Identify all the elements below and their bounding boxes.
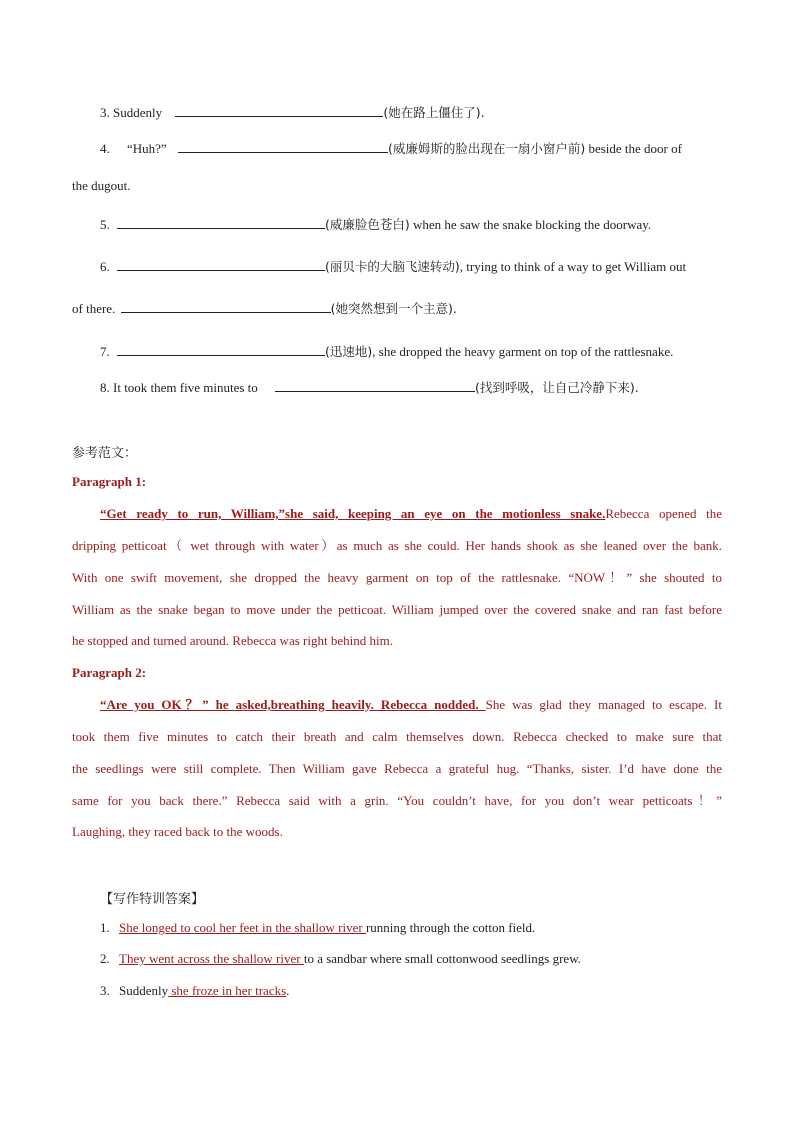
exercise-6 bbox=[72, 258, 722, 275]
p2-line-1 bbox=[72, 697, 722, 713]
p1-line-2: dripping petticoat（ wet through with water）as much as she could. Her hands shook as she leaned over the bank. bbox=[72, 538, 722, 553]
a2-number: 2. bbox=[100, 951, 110, 966]
q6-line2-prefix: of there. bbox=[72, 301, 116, 316]
q4-quote: “Huh?” bbox=[127, 141, 167, 156]
q4-rest: beside the door of bbox=[585, 141, 682, 156]
paragraph-2-heading: Paragraph 2: bbox=[72, 665, 147, 680]
q6-rest: , trying to think of a way to get William out bbox=[459, 259, 687, 274]
q7-number: 7. bbox=[100, 344, 110, 359]
exercise-4 bbox=[72, 140, 722, 157]
exercise-6-cont bbox=[72, 300, 722, 317]
q7-hint: (迅速地) bbox=[325, 344, 373, 359]
q6-hint: (丽贝卡的大脑飞速转动) bbox=[325, 259, 460, 274]
paragraph-1-heading: Paragraph 1: bbox=[72, 474, 147, 489]
answer-blank[interactable] bbox=[275, 379, 475, 392]
p2-line-4: same for you back there.” Rebecca said with a grin. “You couldn’t have, for you don’t wear petticoats！” bbox=[72, 793, 722, 808]
a3-rest: . bbox=[286, 983, 290, 998]
p1-lead-sentence: “Get ready to run, William,”she said, keeping an eye on the motionless snake. bbox=[100, 506, 606, 521]
a1-rest: running through the cotton field. bbox=[365, 920, 536, 935]
q4-hint: (威廉姆斯的脸出现在一扇小窗户前) bbox=[387, 141, 586, 156]
a1-number: 1. bbox=[100, 920, 110, 935]
p2-lead-sentence: “Are you OK？” he asked,breathing heavily. Rebecca nodded. bbox=[100, 697, 486, 712]
p1-line-4: William as the snake began to move under the petticoat. William jumped over the covered snake and ran fast before bbox=[72, 602, 722, 617]
q5-rest: when he saw the snake blocking the doorway. bbox=[409, 217, 652, 232]
p2-text: She was glad they managed to escape. It bbox=[485, 697, 722, 712]
q4-line2: the dugout. bbox=[72, 178, 131, 193]
a1-answer: She longed to cool her feet in the shallow river bbox=[119, 920, 366, 935]
p1-text: Rebecca opened the bbox=[605, 506, 722, 521]
answer-blank[interactable] bbox=[117, 216, 325, 229]
p2-line-3: the seedlings were still complete. Then William gave Rebecca a grateful hug. “Thanks, sister. I’d have done the bbox=[72, 761, 722, 776]
a3-number: 3. bbox=[100, 983, 110, 998]
answer-3 bbox=[100, 983, 720, 999]
sample-title: 参考范文： bbox=[72, 446, 138, 461]
p2-line-5: Laughing, they raced back to the woods. bbox=[72, 824, 283, 839]
a3-answer: she froze in her tracks bbox=[168, 983, 287, 998]
answer-blank[interactable] bbox=[175, 104, 383, 117]
a2-answer: They went across the shallow river bbox=[119, 951, 304, 966]
answer-blank[interactable] bbox=[178, 140, 388, 153]
p1-line-3: With one swift movement, she dropped the heavy garment on top of the rattlesnake. “NOW！” she shouted to bbox=[72, 570, 723, 585]
a2-rest: to a sandbar where small cottonwood seedlings grew. bbox=[303, 951, 581, 966]
answer-blank[interactable] bbox=[117, 258, 325, 271]
exercise-7 bbox=[72, 343, 722, 360]
p1-line-5: he stopped and turned around. Rebecca was right behind him. bbox=[72, 633, 393, 648]
q6-number: 6. bbox=[100, 259, 110, 274]
p1-line-1 bbox=[72, 506, 722, 522]
a3-prefix: Suddenly bbox=[119, 983, 169, 998]
q5-number: 5. bbox=[100, 217, 110, 232]
exercise-3 bbox=[72, 104, 722, 121]
exercise-8 bbox=[72, 379, 722, 396]
q5-hint: (威廉脸色苍白) bbox=[325, 217, 410, 232]
exercise-4-cont bbox=[72, 178, 722, 194]
answer-1 bbox=[100, 920, 720, 936]
q8-number: 8. It took them five minutes to bbox=[100, 380, 258, 395]
answer-2 bbox=[100, 951, 720, 967]
exercise-5 bbox=[72, 216, 722, 233]
q8-hint: (找到呼吸，让自己冷静下来). bbox=[475, 380, 639, 395]
answer-blank[interactable] bbox=[117, 343, 325, 356]
q4-number: 4. bbox=[100, 141, 110, 156]
answer-blank[interactable] bbox=[121, 300, 331, 313]
q3-hint: (她在路上僵住了). bbox=[383, 105, 485, 120]
p2-line-2: took them five minutes to catch their breath and calm themselves down. Rebecca checked to make sure that bbox=[72, 729, 722, 744]
q6-hint2: (她突然想到一个主意). bbox=[330, 301, 457, 316]
q7-rest: , she dropped the heavy garment on top of the rattlesnake. bbox=[372, 344, 674, 359]
q3-number: 3. Suddenly bbox=[100, 105, 163, 120]
answers-title: 【写作特训答案】 bbox=[100, 892, 205, 907]
